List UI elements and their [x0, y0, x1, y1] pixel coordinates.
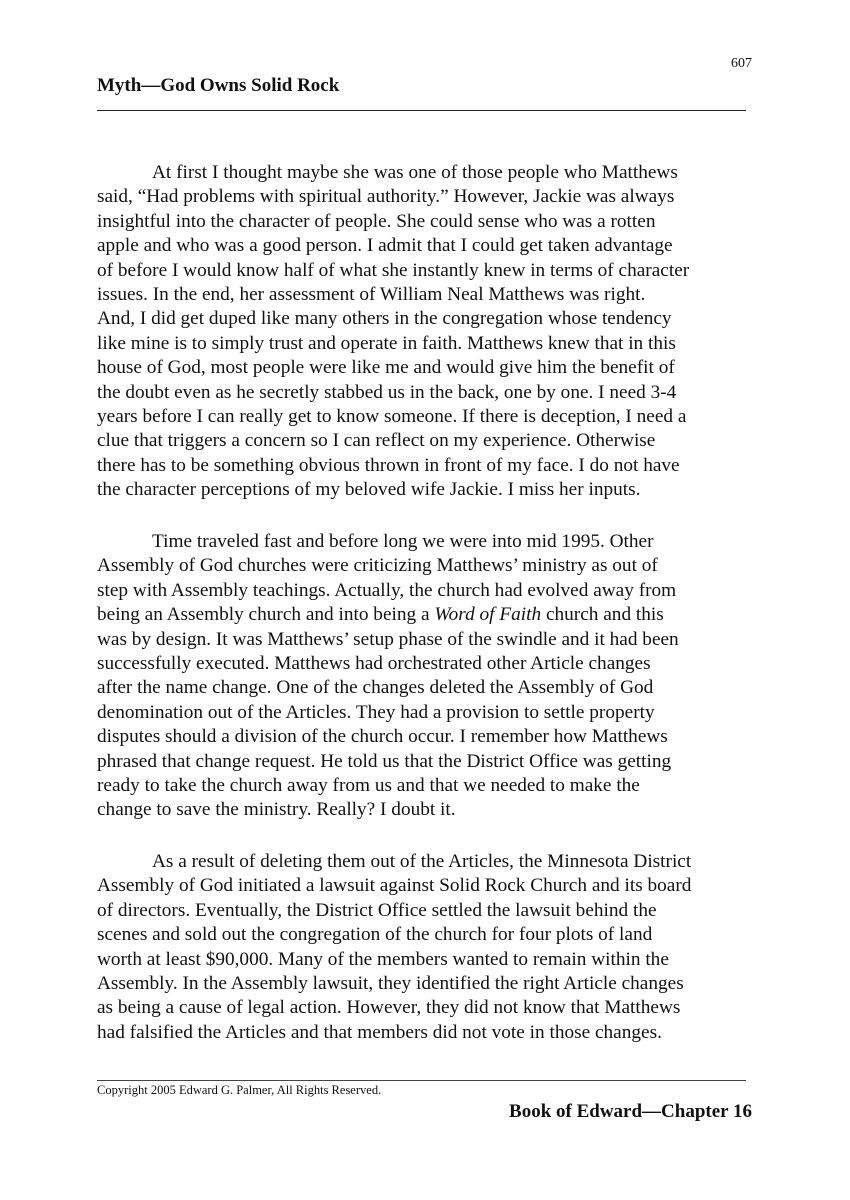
footer-rule: [97, 1080, 746, 1081]
text-line: the character perceptions of my beloved wife Jackie. I miss her inputs.: [97, 479, 641, 501]
text-line: like mine is to simply trust and operate in faith. Matthews knew that in this: [97, 332, 676, 354]
text-line: of before I would know half of what she instantly knew in terms of character: [97, 259, 690, 281]
text-line: And, I did get duped like many others in the congregation whose tendency: [97, 308, 672, 330]
text-line: was by design. It was Matthews’ setup phase of the swindle and it had been: [97, 628, 679, 650]
header-rule: [97, 110, 746, 111]
paragraph-1: [97, 161, 777, 502]
paragraph-2: [97, 530, 777, 823]
text-line: after the name change. One of the changes deleted the Assembly of God: [97, 677, 654, 699]
paragraph-3: [97, 850, 777, 1045]
text-line: said, “Had problems with spiritual authority.” However, Jackie was always: [97, 186, 675, 208]
page-number: 607: [731, 56, 752, 71]
text-line: As a result of deleting them out of the Articles, the Minnesota District: [152, 851, 692, 872]
text-line: apple and who was a good person. I admit that I could get taken advantage: [97, 235, 673, 257]
text-line: successfully executed. Matthews had orchestrated other Article changes: [97, 652, 651, 674]
text-line: change to save the ministry. Really? I doubt it.: [97, 799, 456, 821]
text-line: of directors. Eventually, the District Office settled the lawsuit behind the: [97, 899, 657, 921]
text-line: Assembly of God churches were criticizing Matthews’ ministry as out of: [97, 555, 658, 577]
text-line: step with Assembly teachings. Actually, the church had evolved away from: [97, 579, 677, 601]
text-line: At first I thought maybe she was one of those people who Matthews: [152, 162, 678, 183]
text-line: had falsified the Articles and that members did not vote in those changes.: [97, 1021, 662, 1043]
text-line: disputes should a division of the church occur. I remember how Matthews: [97, 726, 668, 748]
copyright-notice: Copyright 2005 Edward G. Palmer, All Rights Reserved.: [97, 1083, 382, 1097]
text-line: issues. In the end, her assessment of William Neal Matthews was right.: [97, 283, 646, 305]
text-line: clue that triggers a concern so I can reflect on my experience. Otherwise: [97, 430, 656, 452]
running-head-title: Myth—God Owns Solid Rock: [97, 75, 340, 96]
book-chapter-label: Book of Edward—Chapter 16: [509, 1101, 752, 1122]
text-line: being an Assembly church and into being a Word of Faith church and this: [97, 604, 664, 626]
text-line: worth at least $90,000. Many of the members wanted to remain within the: [97, 948, 669, 970]
text-line: phrased that change request. He told us that the District Office was getting: [97, 750, 672, 772]
text-line: denomination out of the Articles. They had a provision to settle property: [97, 701, 655, 723]
text-line: as being a cause of legal action. However, they did not know that Matthews: [97, 997, 681, 1019]
text-line: years before I can really get to know someone. If there is deception, I need a: [97, 405, 687, 427]
text-line: Assembly. In the Assembly lawsuit, they identified the right Article changes: [97, 972, 684, 994]
text-line: house of God, most people were like me and would give him the benefit of: [97, 357, 675, 379]
text-line: there has to be something obvious thrown in front of my face. I do not have: [97, 454, 680, 476]
italic-term: Word of Faith: [434, 604, 542, 626]
text-line: the doubt even as he secretly stabbed us in the back, one by one. I need 3-4: [97, 381, 677, 403]
text-line: Assembly of God initiated a lawsuit against Solid Rock Church and its board: [97, 875, 692, 897]
text-line: Time traveled fast and before long we were into mid 1995. Other: [152, 531, 654, 552]
text-line: insightful into the character of people. She could sense who was a rotten: [97, 210, 656, 232]
text-line: ready to take the church away from us and that we needed to make the: [97, 774, 640, 796]
text-line: scenes and sold out the congregation of the church for four plots of land: [97, 924, 653, 946]
